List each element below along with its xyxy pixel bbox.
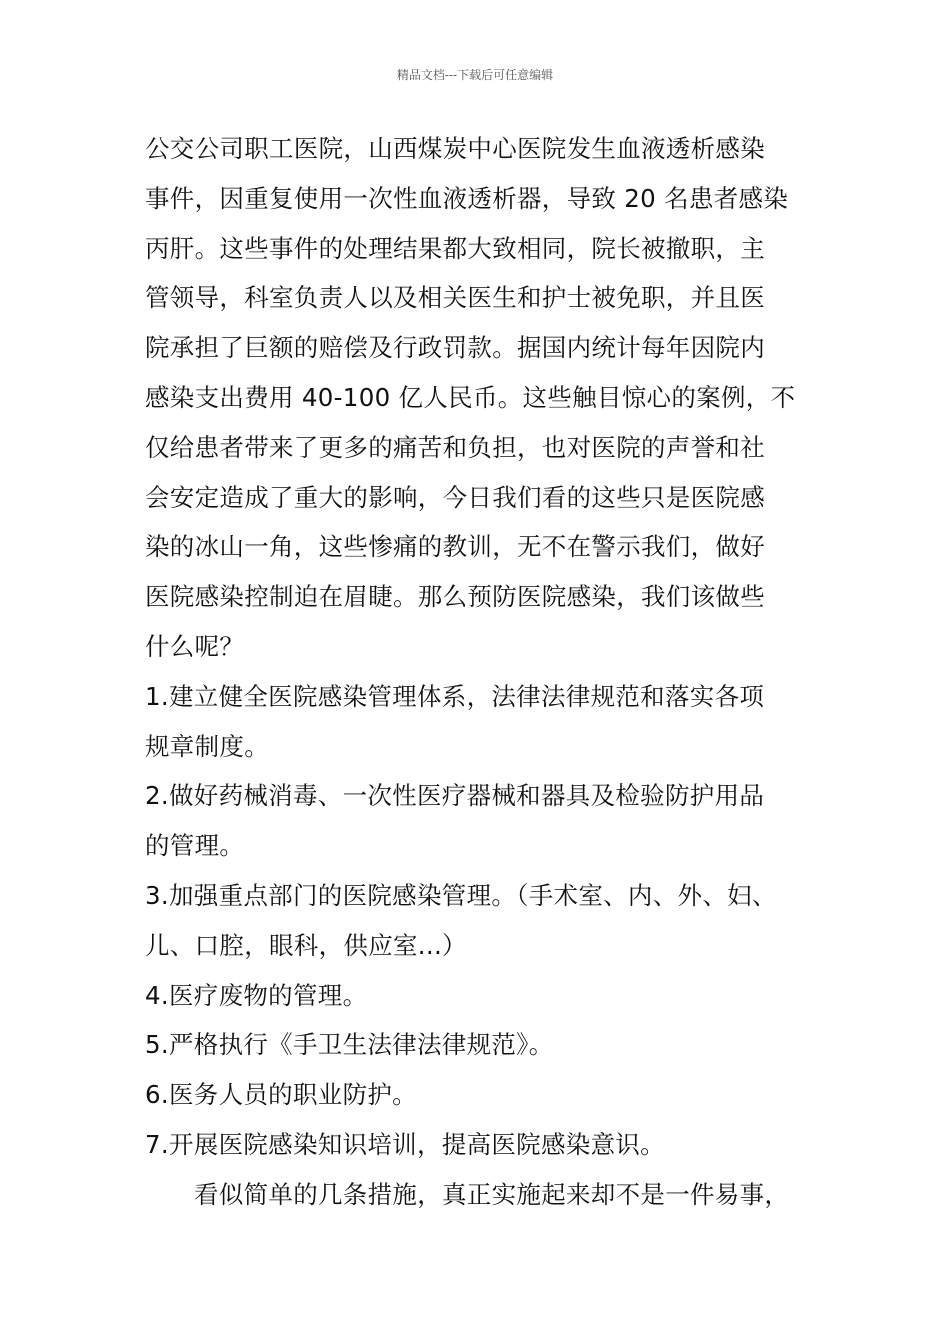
paragraph-start: 看似简单的几条措施，真正实施起来却不是一件易事， — [194, 1179, 790, 1209]
list-item-continuation: 的管理。 — [145, 831, 245, 861]
text-line: 医院感染控制迫在眉睫。那么预防医院感染，我们该做些 — [145, 582, 765, 612]
list-item: 6.医务人员的职业防护。 — [145, 1080, 417, 1110]
text-line: 事件，因重复使用一次性血液透析器，导致 20 名患者感染 — [145, 183, 789, 213]
text-line: 丙肝。这些事件的处理结果都大致相同，院长被撤职，主 — [145, 233, 765, 263]
list-item-continuation: 儿、口腔，眼科，供应室...） — [145, 930, 467, 960]
list-item: 2.做好药械消毒、一次性医疗器械和器具及检验防护用品 — [145, 781, 765, 811]
text-line: 感染支出费用 40-100 亿人民币。这些触目惊心的案例，不 — [145, 382, 796, 412]
list-item: 1.建立健全医院感染管理体系，法律法律规范和落实各项 — [145, 681, 765, 711]
document-body — [145, 124, 835, 1220]
text-line: 院承担了巨额的赔偿及行政罚款。据国内统计每年因院内 — [145, 333, 765, 363]
list-item: 5.严格执行《手卫生法律法律规范》。 — [145, 1030, 554, 1060]
text-line: 管领导，科室负责人以及相关医生和护士被免职，并且医 — [145, 283, 765, 313]
list-item: 7.开展医院感染知识培训，提高医院感染意识。 — [145, 1129, 665, 1159]
text-line: 公交公司职工医院，山西煤炭中心医院发生血液透析感染 — [145, 134, 765, 163]
text-line: 染的冰山一角，这些惨痛的教训，无不在警示我们，做好 — [145, 532, 765, 562]
list-item-continuation: 规章制度。 — [145, 731, 269, 761]
text-line: 会安定造成了重大的影响，今日我们看的这些只是医院感 — [145, 482, 765, 512]
list-item: 4.医疗废物的管理。 — [145, 980, 368, 1010]
page-header: 精品文档---下载后可任意编辑 — [396, 68, 554, 82]
text-line: 仅给患者带来了更多的痛苦和负担，也对医院的声誉和社 — [145, 432, 765, 462]
list-item: 3.加强重点部门的医院感染管理。（手术室、内、外、妇、 — [145, 880, 777, 910]
text-line: 什么呢？ — [145, 631, 245, 661]
